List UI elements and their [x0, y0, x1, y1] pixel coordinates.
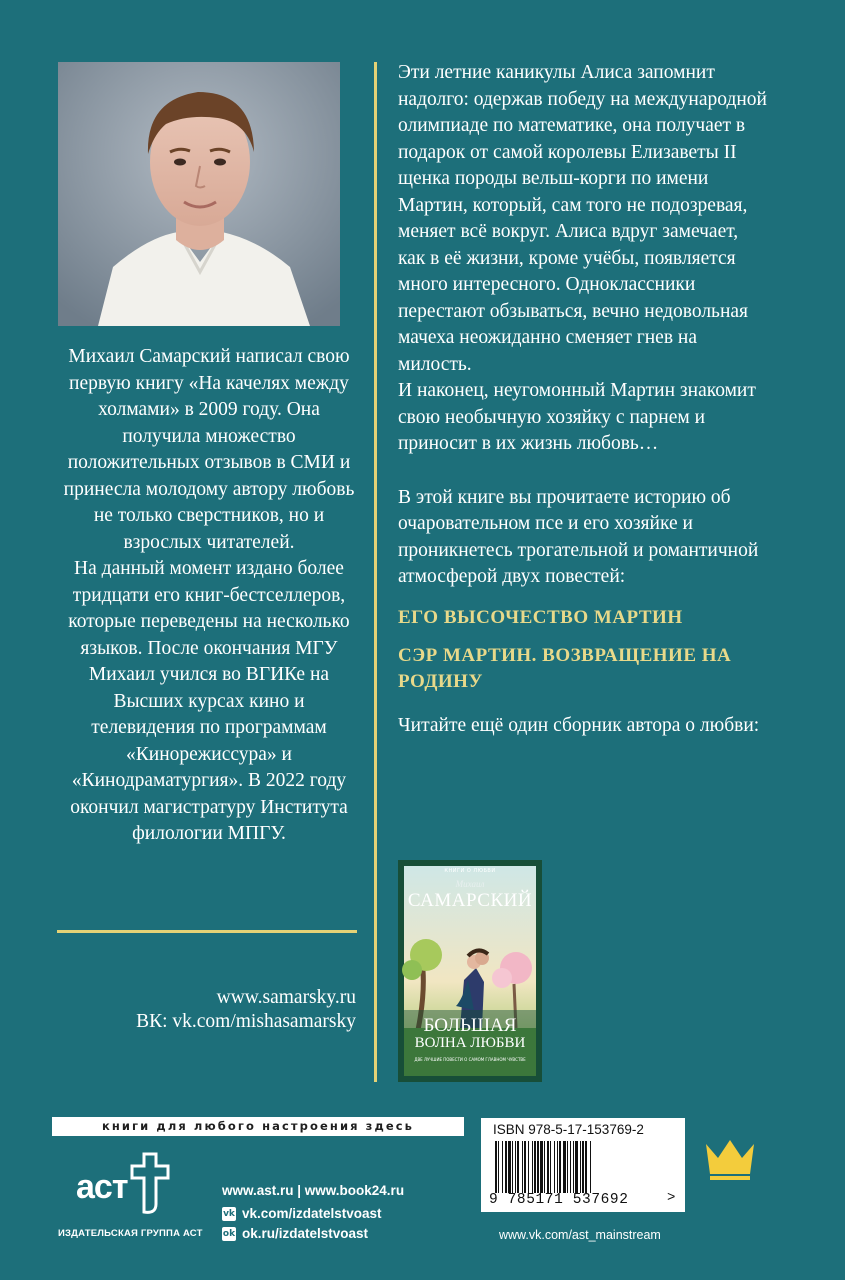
vk-group-link[interactable]: vk.com/izdatelstvoast: [242, 1206, 382, 1221]
barcode-bar: [515, 1141, 516, 1193]
ast-logo: [72, 1150, 182, 1218]
bio-paragraph-2: На данный момент издано более тридцати его книг-бестселлеров, которые переведены на несколько языков. После окончания МГУ Михаил учился во ВГИКе на Высших курсах кино и телевидения по программам «Кинорежиссура» и «Кинодраматургия». В 2022 году окончил магистратуру Института филологии МПГУ.: [68, 558, 350, 844]
barcode-bar: [570, 1141, 571, 1193]
barcode-bar: [534, 1141, 536, 1193]
featured-book-cover[interactable]: [398, 860, 542, 1082]
divider-left: [57, 930, 357, 933]
barcode-bar: [573, 1141, 574, 1193]
barcode-bar: [557, 1141, 558, 1193]
barcode-bar: [524, 1141, 526, 1193]
barcode-bar: [550, 1141, 551, 1193]
barcode-bar: [580, 1141, 581, 1193]
divider-vertical: [374, 62, 377, 1082]
barcode-bar: [502, 1141, 503, 1193]
story-title-1: ЕГО ВЫСОЧЕСТВО МАРТИН: [398, 606, 683, 628]
barcode-bar: [585, 1141, 587, 1193]
author-photo: [58, 62, 340, 326]
barcode-bar: [582, 1141, 584, 1193]
book-series: КНИГИ О ЛЮБВИ: [444, 868, 496, 874]
description-paragraph-3: В этой книге вы прочитаете историю об очаровательном псе и его хозяйке и проникнетесь трогательной и романтичной атмосферой двух повестей:: [398, 486, 759, 587]
story-title-2: СЭР МАРТИН. ВОЗВРАЩЕНИЕ НА РОДИНУ: [398, 644, 732, 692]
book-title-line-2: ВОЛНА ЛЮБВИ: [414, 1035, 526, 1051]
description-paragraph-1: Эти летние каникулы Алиса запомнит надолго: одержав победу на международной олимпиаде по математике, она получает в подарок от самой королевы Елизаветы II щенка породы вельш-корги по имени Мартин, который, сам того не подозревая, меняет всё вокруг. Алиса вдруг замечает, как в её жизни, кроме учёбы, появляется много интересного. Одноклассники перестают обзываться, вечно недовольная мачеха неожиданно сменяет гнев на милость.: [398, 62, 767, 375]
author-bio: [60, 344, 358, 848]
publisher-name: ИЗДАТЕЛЬСКАЯ ГРУППА АСТ: [58, 1228, 203, 1239]
bio-paragraph-1: Михаил Самарский написал свою первую книгу «На качелях между холмами» в 2009 году. Она получила множество положительных отзывов в СМИ и принесла молодому автору любовь не только сверстников, но и взрослых читателей.: [63, 346, 355, 553]
barcode-bar: [508, 1141, 511, 1193]
book-author-first: Михаил: [455, 879, 485, 889]
ast-logo-text: аст: [76, 1168, 128, 1206]
vk-icon: vk: [223, 1208, 235, 1219]
barcode-bar: [567, 1141, 568, 1193]
barcode-bar: [512, 1141, 513, 1193]
barcode-bars: [495, 1141, 661, 1193]
barcode-bar: [517, 1141, 519, 1193]
barcode-bar: [590, 1141, 591, 1193]
barcode-bar: [505, 1141, 507, 1193]
ok-group-row[interactable]: [222, 1226, 368, 1241]
author-website-link[interactable]: www.samarsky.ru: [216, 987, 356, 1008]
slogan-banner: книги для любого настроения здесь: [52, 1117, 464, 1136]
barcode-bar: [544, 1141, 545, 1193]
barcode-digits: 9 785171 537692: [489, 1192, 629, 1208]
barcode-bar: [532, 1141, 533, 1193]
description-paragraph-2: И наконец, неугомонный Мартин знакомит свою необычную хозяйку с парнем и приносит в их жизнь любовь…: [398, 380, 756, 454]
isbn-barcode: [481, 1118, 685, 1212]
barcode-bar: [537, 1141, 539, 1193]
publisher-urls[interactable]: www.ast.ru | www.book24.ru: [222, 1183, 405, 1198]
crown-icon: [704, 1138, 756, 1187]
barcode-bar: [522, 1141, 523, 1193]
book-title-line-1: БОЛЬШАЯ: [423, 1015, 517, 1036]
book-subtitle: ДВЕ ЛУЧШИЕ ПОВЕСТИ О САМОМ ГЛАВНОМ ЧУВСТВЕ: [414, 1057, 526, 1062]
barcode-bar: [540, 1141, 543, 1193]
barcode-bar: [547, 1141, 549, 1193]
barcode-bar: [498, 1141, 499, 1193]
barcode-bar: [528, 1141, 529, 1193]
barcode-bar: [559, 1141, 561, 1193]
book-description: [398, 60, 768, 739]
barcode-bar: [575, 1141, 578, 1193]
barcode-bar: [563, 1141, 566, 1193]
ok-icon: ok: [222, 1228, 236, 1239]
ok-group-link[interactable]: ok.ru/izdatelstvoast: [242, 1226, 369, 1241]
book-author-last: САМАРСКИЙ: [407, 890, 533, 911]
vk-group-row[interactable]: [222, 1206, 382, 1221]
author-links: [60, 986, 356, 1034]
barcode-bar: [554, 1141, 555, 1193]
barcode-bar: [495, 1141, 497, 1193]
author-vk-link[interactable]: ВК: vk.com/mishasamarsky: [136, 1011, 356, 1032]
isbn-number: ISBN 978-5-17-153769-2: [493, 1122, 644, 1137]
ast-vk-link[interactable]: www.vk.com/ast_mainstream: [499, 1228, 661, 1242]
more-books-prompt: Читайте ещё один сборник автора о любви:: [398, 714, 760, 736]
barcode-arrow: >: [667, 1190, 676, 1206]
